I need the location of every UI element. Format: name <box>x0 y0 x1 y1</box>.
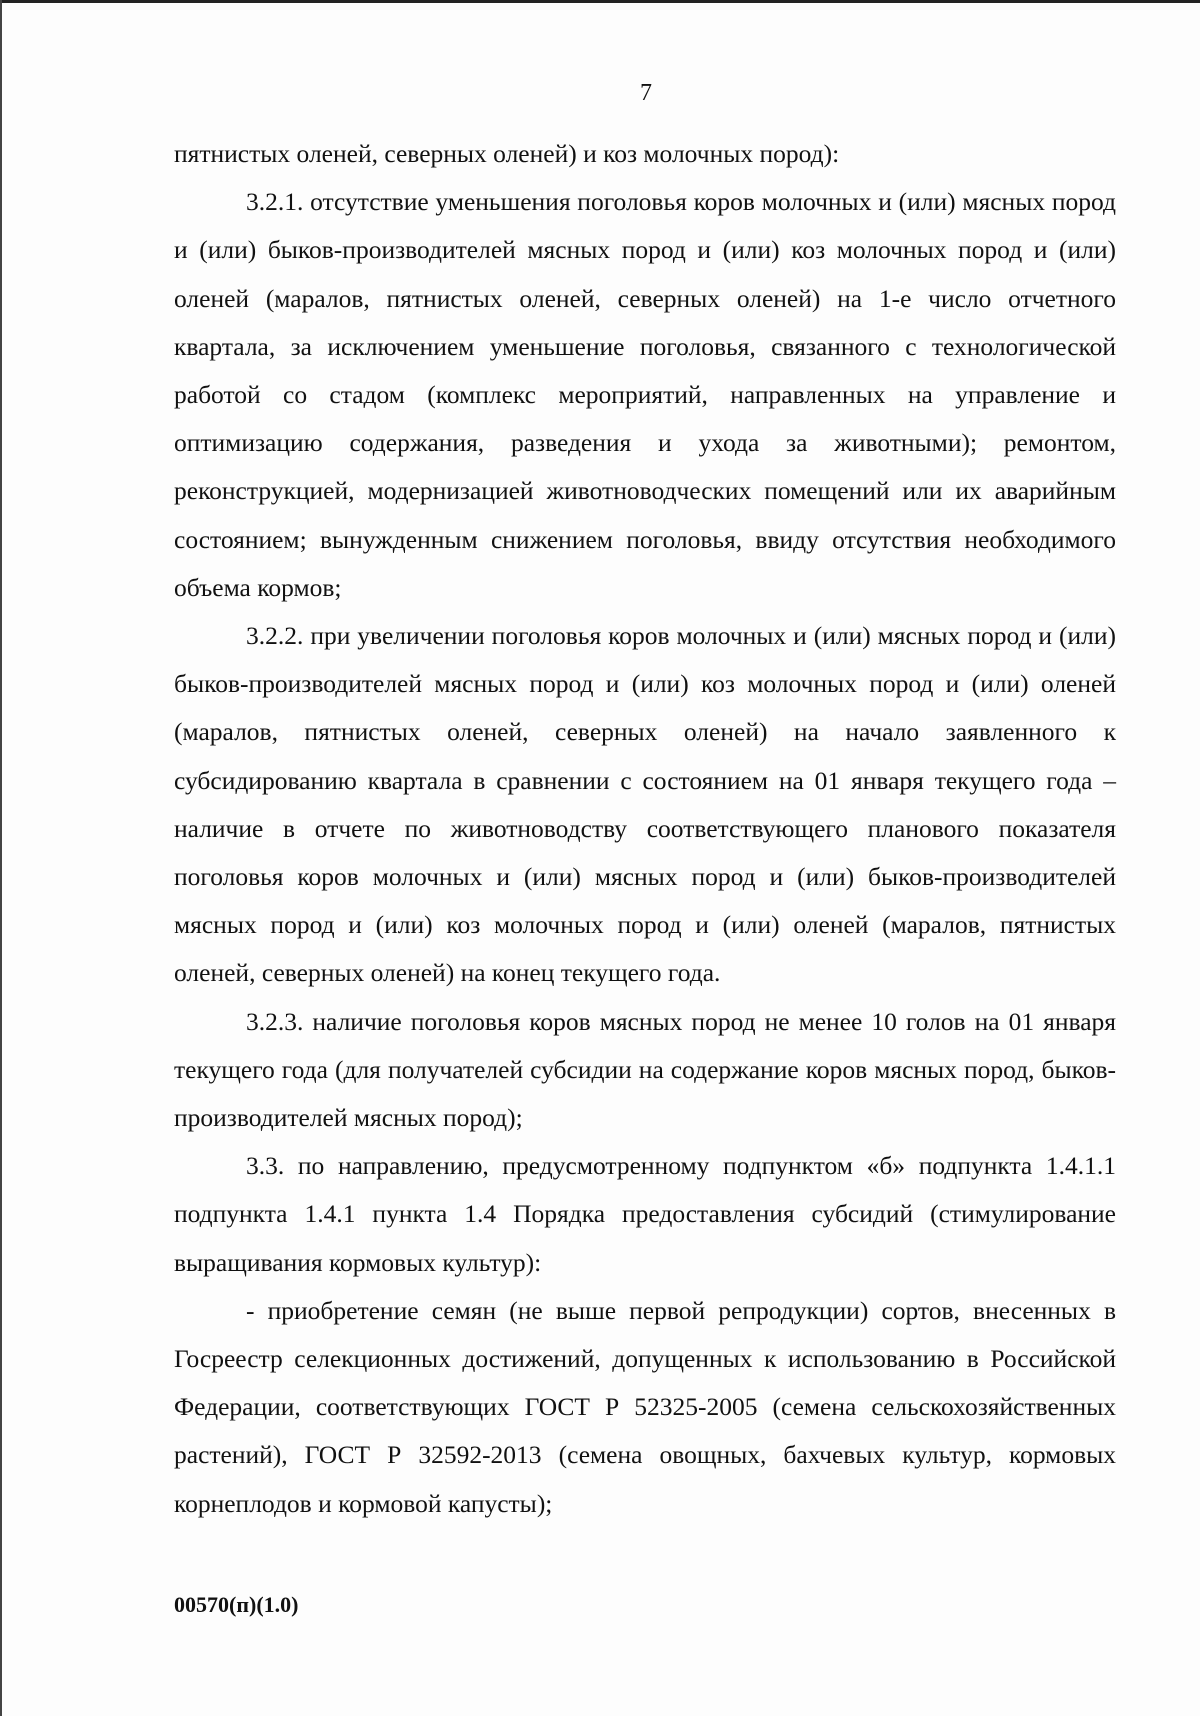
paragraph-continuation: пятнистых оленей, северных оленей) и коз молочных пород): <box>174 139 840 168</box>
page-number: 7 <box>640 80 652 106</box>
paragraph-3-3: 3.3. по направлению, предусмотренному подпунктом «б» подпункта 1.4.1.1 подпункта 1.4.1 пункта 1.4 Порядка предоставления субсидий (стимулирование выращивания кормовых культур): <box>174 1151 1116 1277</box>
scan-edge-top <box>0 0 1200 3</box>
paragraph-3-2-1: 3.2.1. отсутствие уменьшения поголовья коров молочных и (или) мясных пород и (или) быков-производителей мясных пород и (или) коз молочных пород и (или) оленей (маралов, пятнистых оленей, северных оленей) на 1-е число отчетного квартала, за исключением уменьшение поголовья, связанного с технологической работой со стадом (комплекс мероприятий, направленных на управление и оптимизацию содержания, разведения и ухода за животными); ремонтом, реконструкцией, модернизацией животноводческих помещений или их аварийным состоянием; вынужденным снижением поголовья, ввиду отсутствия необходимого объема кормов; <box>174 187 1116 602</box>
document-code: 00570(п)(1.0) <box>174 1592 299 1617</box>
document-body <box>174 130 1116 1528</box>
scan-edge-left <box>0 0 2 1716</box>
paragraph-3-2-2: 3.2.2. при увеличении поголовья коров молочных и (или) мясных пород и (или) быков-производителей мясных пород и (или) коз молочных пород и (или) оленей (маралов, пятнистых оленей, северных оленей) на начало заявленного к субсидированию квартала в сравнении с состоянием на 01 января текущего года – наличие в отчете по животноводству соответствующего планового показателя поголовья коров молочных и (или) мясных пород и (или) быков-производителей мясных пород и (или) коз молочных пород и (или) оленей (маралов, пятнистых оленей, северных оленей) на конец текущего года. <box>174 621 1116 988</box>
paragraph-3-2-3: 3.2.3. наличие поголовья коров мясных пород не менее 10 голов на 01 января текущего года (для получателей субсидии на содержание коров мясных пород, быков-производителей мясных пород); <box>174 1006 1116 1133</box>
paragraph-seed-purchase: - приобретение семян (не выше первой репродукции) сортов, внесенных в Госреестр селекционных достижений, допущенных к использованию в Российской Федерации, соответствующих ГОСТ Р 52325-2005 (семена сельскохозяйственных растений), ГОСТ Р 32592-2013 (семена овощных, бахчевых культур, кормовых корнеплодов и кормовой капусты); <box>174 1295 1116 1518</box>
